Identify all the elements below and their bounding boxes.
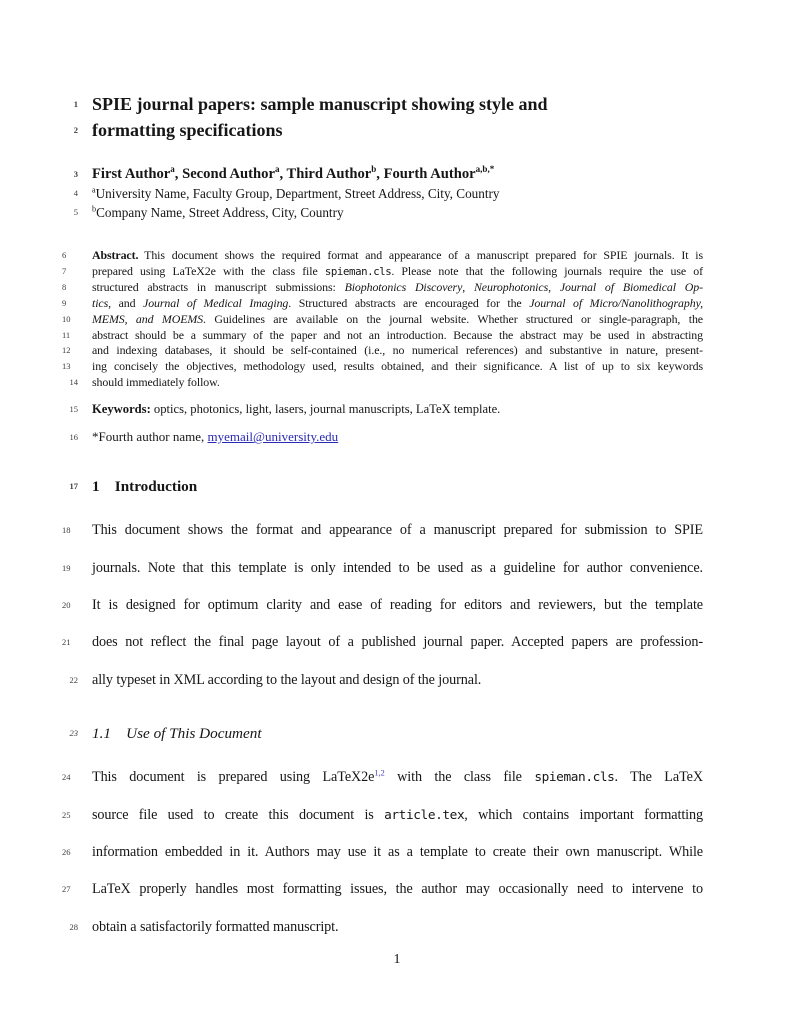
text-segment: University Name, Faculty Group, Department, Street Address, City, Country xyxy=(95,186,500,201)
text-segment: , which contains important formatting xyxy=(464,806,703,823)
line-number: 18 xyxy=(62,525,71,536)
line-number: 9 xyxy=(62,297,67,308)
text-segment: a xyxy=(274,164,280,175)
text-segment: journals. Note that this template is only intended to be used as a guideline for author convenience. xyxy=(92,559,703,576)
text-segment: tics xyxy=(92,295,109,310)
text-segment: . The LaTeX xyxy=(614,769,703,786)
text-segment: It is designed for optimum clarity and ease of reading for editors and reviewers, but the template xyxy=(92,596,703,613)
text-segment: a xyxy=(92,185,96,195)
line-number: 12 xyxy=(62,345,71,356)
line-number: 19 xyxy=(62,562,71,573)
line-number: 26 xyxy=(62,847,71,857)
contact-line xyxy=(69,429,703,445)
text-segment: , Second Author xyxy=(174,166,275,182)
body-text-line xyxy=(62,512,703,549)
text-segment: . Guidelines are available on the journal website. Whether structured or single-paragraph, the xyxy=(203,311,703,326)
line-number: 22 xyxy=(69,674,78,685)
abstract-line xyxy=(62,295,703,312)
text-segment: , xyxy=(462,279,474,294)
text-segment: b xyxy=(92,204,97,214)
text-segment: , and xyxy=(108,295,144,310)
text-segment: ally typeset in XML according to the layout and design of the journal. xyxy=(92,671,482,688)
line-number: 23 xyxy=(69,728,78,739)
text-segment: Abstract. xyxy=(92,248,139,262)
line-number: 24 xyxy=(62,772,71,783)
text-segment: , Fourth Author xyxy=(376,166,476,182)
body-text-line xyxy=(62,871,703,908)
body-text-line xyxy=(69,662,703,699)
text-segment: ing concisely the objectives, methodology used, results obtained, and their significance. A list of up to six keywords xyxy=(92,359,703,374)
text-segment: Biophotonics Discovery xyxy=(344,279,463,294)
paper-title-line xyxy=(73,91,703,117)
body-text-line xyxy=(62,587,703,624)
subsection-heading xyxy=(69,723,703,744)
page-footer xyxy=(0,952,794,968)
text-segment: optics, photonics, light, lasers, journal manuscripts, LaTeX template. xyxy=(150,402,501,417)
line-number: 4 xyxy=(73,188,78,198)
affiliation-line xyxy=(73,184,703,203)
line-number: 10 xyxy=(62,313,71,324)
text-segment: should immediately follow. xyxy=(92,375,220,390)
text-segment: This document is prepared using LaTeX2e xyxy=(92,769,375,786)
text-segment: b xyxy=(371,164,377,175)
line-number: 7 xyxy=(62,265,67,276)
keywords-line xyxy=(69,401,703,417)
text-segment: 1.1 Use of This Document xyxy=(92,725,262,743)
abstract-line xyxy=(62,343,703,359)
text-segment: and indexing databases, it should be self-contained (i.e., no numerical references) and substantive in nature, present- xyxy=(92,343,703,358)
abstract-line xyxy=(62,248,703,264)
text-segment: formatting specifications xyxy=(92,120,283,140)
text-segment: SPIE journal papers: sample manuscript showing style and xyxy=(92,94,548,114)
line-number: 11 xyxy=(62,329,71,340)
line-number: 25 xyxy=(62,809,71,820)
text-segment: a xyxy=(170,164,175,175)
text-segment: 1 Introduction xyxy=(92,478,198,496)
line-number: 21 xyxy=(62,637,71,648)
body-text-line xyxy=(62,624,703,661)
line-number: 20 xyxy=(62,599,71,610)
text-segment: First Author xyxy=(92,166,171,182)
line-number: 28 xyxy=(69,921,78,932)
line-number: 27 xyxy=(62,884,71,895)
page-number: 1 xyxy=(393,952,401,967)
text-segment: Journal of Biomedical Op- xyxy=(559,279,703,294)
text-segment: . Please note that the following journals require the use of xyxy=(391,263,703,278)
text-segment: Neurophotonics xyxy=(473,279,549,294)
abstract-line xyxy=(69,375,703,391)
text-segment: This document shows the required format and appearance of a manuscript prepared for SPIE journals. It is xyxy=(138,248,703,262)
text-segment: Journal of Micro/Nanolithography, xyxy=(529,295,703,310)
line-number: 1 xyxy=(73,99,78,109)
body-text-line xyxy=(62,834,703,871)
text-segment: *Fourth author name, xyxy=(92,429,208,445)
authors-line xyxy=(73,164,703,184)
paper-title-line xyxy=(73,117,703,143)
text-segment: information embedded in it. Authors may use it as a template to create their own manuscript. While xyxy=(92,844,703,860)
abstract-line xyxy=(62,359,703,375)
email-link[interactable]: myemail@university.edu xyxy=(207,429,339,445)
abstract-line xyxy=(62,327,703,344)
text-segment: does not reflect the final page layout of a published journal paper. Accepted papers are profession- xyxy=(92,634,703,651)
text-segment: MEMS, and MOEMS xyxy=(92,311,204,326)
line-number: 15 xyxy=(69,404,78,415)
line-number: 17 xyxy=(69,481,78,492)
section-heading xyxy=(69,476,703,497)
text-segment: with the class file xyxy=(384,769,535,786)
text-segment: , xyxy=(548,279,560,294)
text-segment: Journal of Medical Imaging xyxy=(143,295,289,310)
affiliation-line xyxy=(73,203,703,222)
text-segment: structured abstracts in manuscript submissions: xyxy=(92,279,345,294)
body-text-line xyxy=(62,759,703,796)
line-number: 2 xyxy=(73,125,78,135)
line-number: 5 xyxy=(73,207,78,217)
text-segment: Company Name, Street Address, City, Country xyxy=(96,205,344,220)
text-segment: spieman.cls xyxy=(534,770,615,786)
text-segment: abstract should be a summary of the paper and not an introduction. Because the abstract may be used in abstracting xyxy=(92,327,703,342)
line-number: 16 xyxy=(69,432,78,443)
text-segment: Keywords: xyxy=(92,402,151,417)
text-segment: prepared using LaTeX2e with the class file xyxy=(92,263,325,278)
body-text-line xyxy=(62,797,703,834)
citation-link[interactable]: 1,2 xyxy=(374,767,385,778)
line-number: 8 xyxy=(62,281,67,292)
abstract-line xyxy=(62,311,703,328)
text-segment: spieman.cls xyxy=(324,264,392,278)
line-number: 14 xyxy=(69,377,78,388)
line-number: 13 xyxy=(62,361,71,372)
line-number: 6 xyxy=(62,250,67,260)
line-number: 3 xyxy=(73,169,78,179)
text-segment: LaTeX properly handles most formatting issues, the author may occasionally need to intervene to xyxy=(92,881,703,898)
text-segment: . Structured abstracts are encouraged for the xyxy=(288,295,530,310)
text-segment: a,b,* xyxy=(475,164,495,175)
text-segment: , Third Author xyxy=(279,166,372,182)
text-segment: obtain a satisfactorily formatted manuscript. xyxy=(92,918,339,935)
text-segment: This document shows the format and appearance of a manuscript prepared for submission to SPIE xyxy=(92,522,703,539)
text-segment: article.tex xyxy=(384,807,465,823)
abstract-line xyxy=(62,263,703,280)
text-segment: source file used to create this document is xyxy=(92,806,385,823)
body-text-line xyxy=(69,909,703,946)
document-body xyxy=(62,91,703,946)
body-text-line xyxy=(62,550,703,587)
abstract-line xyxy=(62,279,703,296)
